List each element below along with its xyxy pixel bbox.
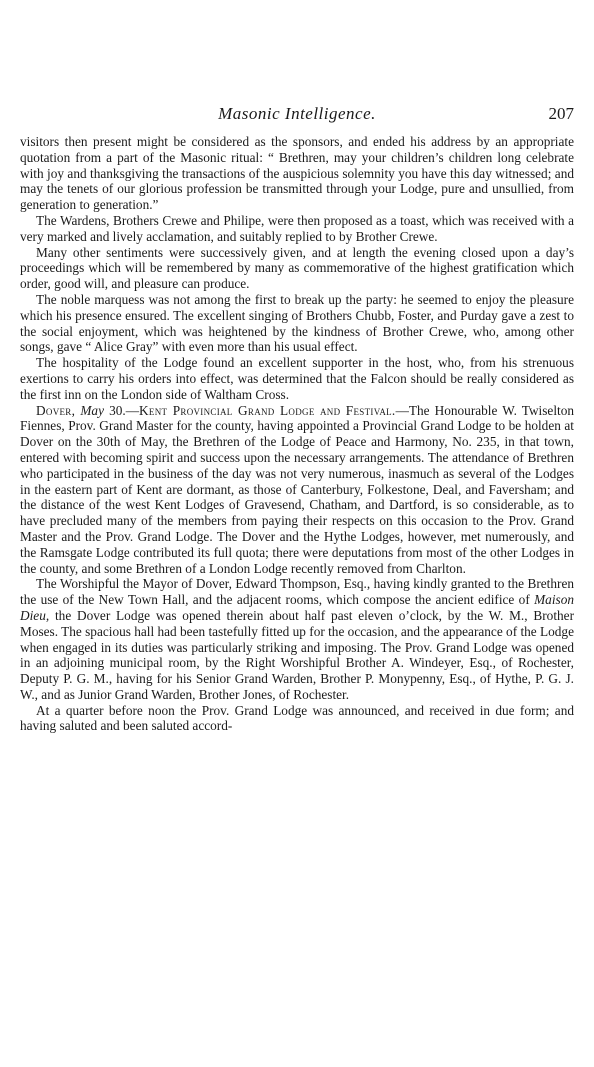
paragraph-5: The hospitality of the Lodge found an excellent supporter in the host, who, from his strenuous exertions to carry his orders into effect, was determined that the Falcon should be really considered as the first inn on the London side of Waltham Cross. bbox=[20, 355, 574, 402]
dover-month: May bbox=[80, 402, 104, 418]
running-header bbox=[20, 104, 574, 134]
section-heading: Kent Provincial Grand Lodge and Festival. bbox=[139, 402, 396, 418]
paragraph-8: At a quarter before noon the Prov. Grand Lodge was announced, and received in due form; and having saluted and been saluted accord- bbox=[20, 702, 574, 734]
paragraph-6-body: —The Honourable W. Twiselton Fiennes, Prov. Grand Master for the county, having appointed a Provincial Grand Lodge to be holden at Dover on the 30th of May, the Brethren of the Lodge of Peace and Harmony, No. 235, in that town, entered with becoming spirit and success upon the necessary arrangements. The attendance of Brethren who participated in the business of the day was not very numerous, inasmuch as several of the Lodges in the eastern part of Kent are dormant, as those of Canterbury, Folkestone, Deal, and Faversham; and the distance of the west Kent Lodges of Gravesend, Chatham, and Dartford, is so considerable, as to have precluded many of the members from paying their respects on this occasion to the Prov. Grand Master and the Prov. Grand Lodge. The Dover and the Hythe Lodges, however, met numerously, and the Ramsgate Lodge contributed its full quota; there were deputations from most of the other Lodges in the county, and some Brethren of a London Lodge recently removed from Charlton. bbox=[20, 402, 575, 576]
page-number: 207 bbox=[548, 104, 574, 123]
running-title: Masonic Intelligence. bbox=[218, 104, 376, 123]
paragraph-7 bbox=[20, 576, 574, 702]
dover-place: Dover, bbox=[36, 402, 76, 418]
paragraph-4: The noble marquess was not among the first to break up the party: he seemed to enjoy the pleasure which his presence ensured. The excellent singing of Brothers Chubb, Foster, and Purday gave a zest to the social enjoyment, which was heightened by the kindness of Brother Crewe, who, among other songs, gave “ Alice Gray” with even more than his usual effect. bbox=[20, 291, 574, 355]
paragraph-3: Many other sentiments were successively given, and at length the evening closed upon a day’s proceedings which will be remembered by many as commemorative of the highest gratification which order, good will, and pleasure can produce. bbox=[20, 244, 574, 292]
dover-day: 30.— bbox=[109, 402, 140, 418]
paragraph-6 bbox=[20, 403, 574, 577]
maison-dieu: Maison Dieu, bbox=[20, 592, 574, 623]
book-page bbox=[20, 104, 574, 734]
paragraph-1: visitors then present might be considered as the sponsors, and ended his address by an appropriate quotation from a part of the Masonic ritual: “ Brethren, may your children’s children long celebrate with joy and thanksgiving the transactions of the auspicious solemnity you have this day witnessed; and may the tenets of our glorious profession be transmitted through your Lodge, pure and unsullied, from generation to generation.” bbox=[20, 134, 574, 213]
body-text bbox=[20, 134, 574, 734]
paragraph-7-part-a: The Worshipful the Mayor of Dover, Edward Thompson, Esq., having kindly granted to the Brethren the use of the New Town Hall, and the adjacent rooms, which compose the ancient edifice of bbox=[20, 576, 574, 608]
paragraph-2: The Wardens, Brothers Crewe and Philipe, were then proposed as a toast, which was received with a very marked and lively acclamation, and suitably replied to by Brother Crewe. bbox=[20, 212, 574, 244]
paragraph-7-part-b: the Dover Lodge was opened therein about half past eleven o’clock, by the W. M., Brother Moses. The spacious hall had been tastefully fitted up for the occasion, and the appearance of the Lodge when engaged in its duties was particularly striking and imposing. The Prov. Grand Lodge was opened in an adjoining municipal room, by the Right Worshipful Brother A. Windeyer, Esq., of Rochester, Deputy P. G. M., having for his Senior Grand Warden, Brother P. Monypenny, Esq., of Hythe, P. G. J. W., and as Junior Grand Warden, Brother Jones, of Rochester. bbox=[20, 607, 575, 702]
